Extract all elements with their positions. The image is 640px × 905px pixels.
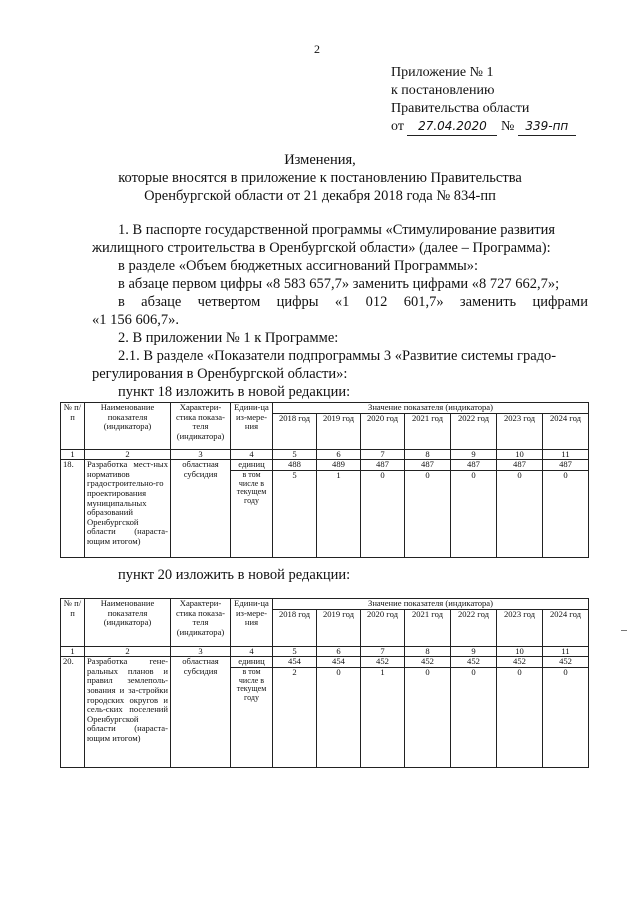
value-cell: 487 — [497, 460, 543, 471]
indicator-table-20 — [60, 598, 589, 768]
value-cell: 0 — [543, 470, 589, 557]
value-cell: 452 — [361, 657, 405, 668]
indicator-name: Разработка мест-ных нормативов градостроительно-го проектирования муниципальных образований Оренбургской области (нараста-ющим итогом) — [85, 460, 171, 558]
column-number: 1 — [61, 449, 85, 460]
value-cell: 0 — [497, 470, 543, 557]
value-cell: 452 — [543, 657, 589, 668]
title-line-3: Оренбургской области от 21 декабря 2018 года № 834-пп — [144, 188, 496, 204]
value-cell: 0 — [405, 667, 451, 767]
header-year: 2024 год — [543, 413, 589, 449]
value-cell: 0 — [543, 667, 589, 767]
date-prefix: от — [391, 119, 404, 134]
value-cell: 2 — [273, 667, 317, 767]
value-cell: 487 — [405, 460, 451, 471]
header-name: Наименование показателя (индикатора) — [85, 599, 171, 647]
header-year: 2019 год — [317, 413, 361, 449]
scan-mark — [621, 630, 627, 631]
column-number: 8 — [405, 646, 451, 657]
header-values: Значение показателя (индикатора) — [273, 403, 589, 414]
column-number: 7 — [361, 646, 405, 657]
header-year: 2018 год — [273, 413, 317, 449]
unit-total: единиц — [231, 460, 273, 471]
title-line-2: которые вносятся в приложение к постановлению Правительства — [118, 170, 522, 186]
column-number: 10 — [497, 449, 543, 460]
header-name: Наименование показателя (индикатора) — [85, 403, 171, 450]
column-number: 6 — [317, 646, 361, 657]
paragraph-7: пункт 18 изложить в новой редакции: — [118, 384, 351, 400]
unit-current-year: в том числе в текущем году — [231, 470, 273, 557]
value-cell: 0 — [317, 667, 361, 767]
indicator-name: Разработка гене-ральных планов и правил землеполь-зования и за-стройки городских округов и сель-ских поселений Оренбургской области (нараста-ющим итогом) — [85, 657, 171, 768]
header-year: 2021 год — [405, 609, 451, 646]
row-number: 18. — [61, 460, 85, 558]
paragraph-5: 2. В приложении № 1 к Программе: — [118, 330, 339, 346]
value-cell: 5 — [273, 470, 317, 557]
column-number: 10 — [497, 646, 543, 657]
column-number: 1 — [61, 646, 85, 657]
column-number: 4 — [231, 449, 273, 460]
column-number: 9 — [451, 449, 497, 460]
value-cell: 454 — [273, 657, 317, 668]
column-number: 9 — [451, 646, 497, 657]
column-number: 2 — [85, 449, 171, 460]
header-year: 2023 год — [497, 413, 543, 449]
column-number: 5 — [273, 449, 317, 460]
column-number: 11 — [543, 646, 589, 657]
unit-total: единиц — [231, 657, 273, 668]
header-year: 2020 год — [361, 413, 405, 449]
unit-current-year: в том числе в текущем году — [231, 667, 273, 767]
paragraph-2: в разделе «Объем бюджетных ассигнований Программы»: — [118, 258, 479, 274]
header-characteristic: Характери-стика показа-теля (индикатора) — [171, 599, 231, 647]
appendix-date-line — [391, 117, 576, 136]
value-cell: 452 — [405, 657, 451, 668]
indicator-characteristic: областная субсидия — [171, 657, 231, 768]
value-cell: 452 — [497, 657, 543, 668]
indicator-characteristic: областная субсидия — [171, 460, 231, 558]
column-number: 11 — [543, 449, 589, 460]
value-cell: 0 — [451, 470, 497, 557]
value-cell: 489 — [317, 460, 361, 471]
header-year: 2021 год — [405, 413, 451, 449]
value-cell: 0 — [361, 470, 405, 557]
paragraph-8: пункт 20 изложить в новой редакции: — [118, 567, 351, 583]
paragraph-3: в абзаце первом цифры «8 583 657,7» заменить цифрами «8 727 662,7»; — [118, 276, 560, 292]
column-number: 7 — [361, 449, 405, 460]
column-number: 5 — [273, 646, 317, 657]
column-number: 4 — [231, 646, 273, 657]
header-unit: Едини-ца из-мере-ния — [231, 599, 273, 647]
row-number: 20. — [61, 657, 85, 768]
header-unit: Едини-ца из-мере-ния — [231, 403, 273, 450]
column-number: 3 — [171, 646, 231, 657]
header-year: 2020 год — [361, 609, 405, 646]
column-number: 3 — [171, 449, 231, 460]
value-cell: 0 — [497, 667, 543, 767]
table-row — [61, 657, 589, 668]
header-year: 2019 год — [317, 609, 361, 646]
header-values: Значение показателя (индикатора) — [273, 599, 589, 610]
value-cell: 487 — [361, 460, 405, 471]
value-cell: 1 — [317, 470, 361, 557]
paragraph-1-line-1: 1. В паспорте государственной программы «Стимулирование развития — [118, 222, 556, 238]
handwritten-number: 339-пп — [518, 117, 576, 136]
column-number: 2 — [85, 646, 171, 657]
indicator-table-18 — [60, 402, 589, 558]
header-year: 2022 год — [451, 413, 497, 449]
value-cell: 0 — [451, 667, 497, 767]
appendix-line-3: Правительства области — [391, 101, 530, 116]
header-year: 2018 год — [273, 609, 317, 646]
table-row — [61, 460, 589, 471]
handwritten-date: 27.04.2020 — [407, 117, 497, 136]
appendix-line-2: к постановлению — [391, 83, 495, 98]
value-cell: 1 — [361, 667, 405, 767]
header-characteristic: Характери-стика показа-теля (индикатора) — [171, 403, 231, 450]
paragraph-4-line-2: «1 156 606,7». — [92, 312, 179, 328]
paragraph-6-line-2: регулирования в Оренбургской области»: — [92, 366, 348, 382]
column-number: 6 — [317, 449, 361, 460]
column-number: 8 — [405, 449, 451, 460]
paragraph-6-line-1: 2.1. В разделе «Показатели подпрограммы 3 «Развитие системы градо- — [118, 348, 557, 364]
paragraph-1-line-2: жилищного строительства в Оренбургской области» (далее – Программа): — [92, 240, 551, 256]
value-cell: 454 — [317, 657, 361, 668]
header-year: 2022 год — [451, 609, 497, 646]
header-year: 2024 год — [543, 609, 589, 646]
header-no: № п/п — [61, 403, 85, 450]
header-no: № п/п — [61, 599, 85, 647]
value-cell: 452 — [451, 657, 497, 668]
paragraph-4-line-1: в абзаце четвертом цифры «1 012 601,7» заменить цифрами — [118, 294, 588, 310]
number-sign: № — [500, 119, 515, 134]
value-cell: 487 — [451, 460, 497, 471]
appendix-line-1: Приложение № 1 — [391, 65, 494, 80]
value-cell: 0 — [405, 470, 451, 557]
value-cell: 488 — [273, 460, 317, 471]
header-year: 2023 год — [497, 609, 543, 646]
value-cell: 487 — [543, 460, 589, 471]
page-number: 2 — [314, 42, 320, 56]
title-line-1: Изменения, — [284, 152, 356, 168]
